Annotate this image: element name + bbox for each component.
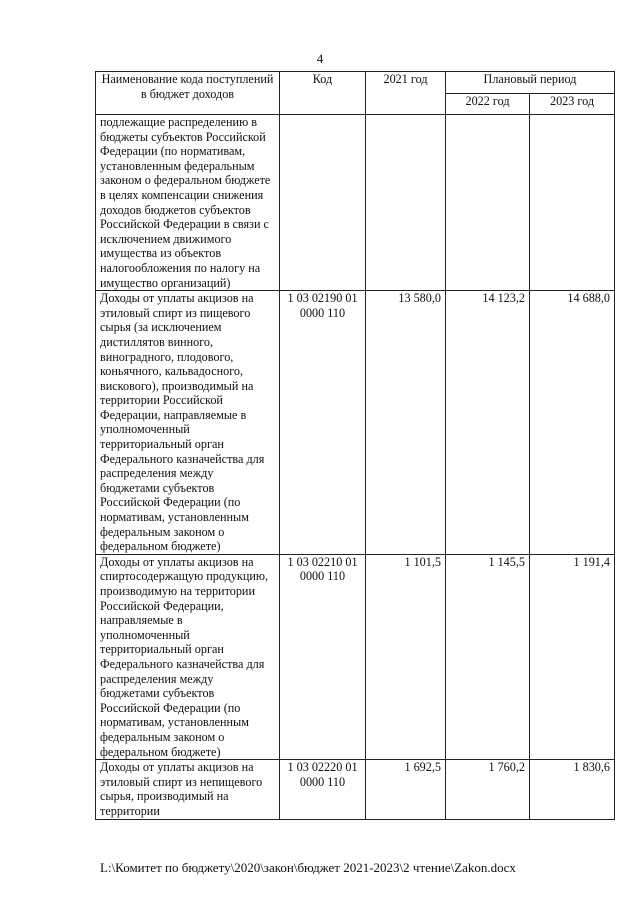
row-2023: 1 191,4 xyxy=(530,554,615,759)
row-2021: 1 101,5 xyxy=(366,554,446,759)
row-name: подлежащие распределению в бюджеты субъектов Российской Федерации (по нормативам, установленным федеральным законом о федеральном бюджете в целях компенсации снижения доходов бюджетов субъектов Российской Федерации в связи с исключением движимого имущества из объектов налогообложения по налогу на имущество организаций) xyxy=(96,115,280,291)
footer-file-path: L:\Комитет по бюджету\2020\закон\бюджет 2021-2023\2 чтение\Zakon.docx xyxy=(100,860,516,875)
header-2022: 2022 год xyxy=(446,93,530,115)
row-2023: 1 830,6 xyxy=(530,760,615,819)
row-2021: 1 692,5 xyxy=(366,760,446,819)
header-row-top xyxy=(96,72,615,94)
row-2021: 13 580,0 xyxy=(366,291,446,555)
table-row xyxy=(96,115,615,291)
header-2023: 2023 год xyxy=(530,93,615,115)
row-2023 xyxy=(530,115,615,291)
table-row xyxy=(96,291,615,555)
row-code: 1 03 02220 01 0000 110 xyxy=(280,760,366,819)
header-code: Код xyxy=(280,72,366,115)
row-2022: 14 123,2 xyxy=(446,291,530,555)
row-2022: 1 760,2 xyxy=(446,760,530,819)
header-2021: 2021 год xyxy=(366,72,446,115)
row-code: 1 03 02210 01 0000 110 xyxy=(280,554,366,759)
row-2023: 14 688,0 xyxy=(530,291,615,555)
row-2022: 1 145,5 xyxy=(446,554,530,759)
row-2021 xyxy=(366,115,446,291)
row-code xyxy=(280,115,366,291)
row-code: 1 03 02190 01 0000 110 xyxy=(280,291,366,555)
page-number: 4 xyxy=(316,51,324,66)
table-row xyxy=(96,760,615,819)
header-name: Наименование кода поступлений в бюджет доходов xyxy=(96,72,280,115)
budget-table xyxy=(95,71,615,820)
table-row xyxy=(96,554,615,759)
header-plan-period: Плановый период xyxy=(446,72,615,94)
row-name: Доходы от уплаты акцизов на спиртосодержащую продукцию, производимую на территории Российской Федерации, направляемые в уполномоченный территориальный орган Федерального казначейства для распределения между бюджетами субъектов Российской Федерации (по нормативам, установленным федеральным законом о федеральном бюджете) xyxy=(96,554,280,759)
row-name: Доходы от уплаты акцизов на этиловый спирт из пищевого сырья (за исключением дистиллятов винного, виноградного, плодового, коньячного, кальвадосного, вискового), производимый на территории Российской Федерации, направляемые в уполномоченный территориальный орган Федерального казначейства для распределения между бюджетами субъектов Российской Федерации (по нормативам, установленным федеральным законом о федеральном бюджете) xyxy=(96,291,280,555)
row-name: Доходы от уплаты акцизов на этиловый спирт из непищевого сырья, производимый на территории xyxy=(96,760,280,819)
row-2022 xyxy=(446,115,530,291)
